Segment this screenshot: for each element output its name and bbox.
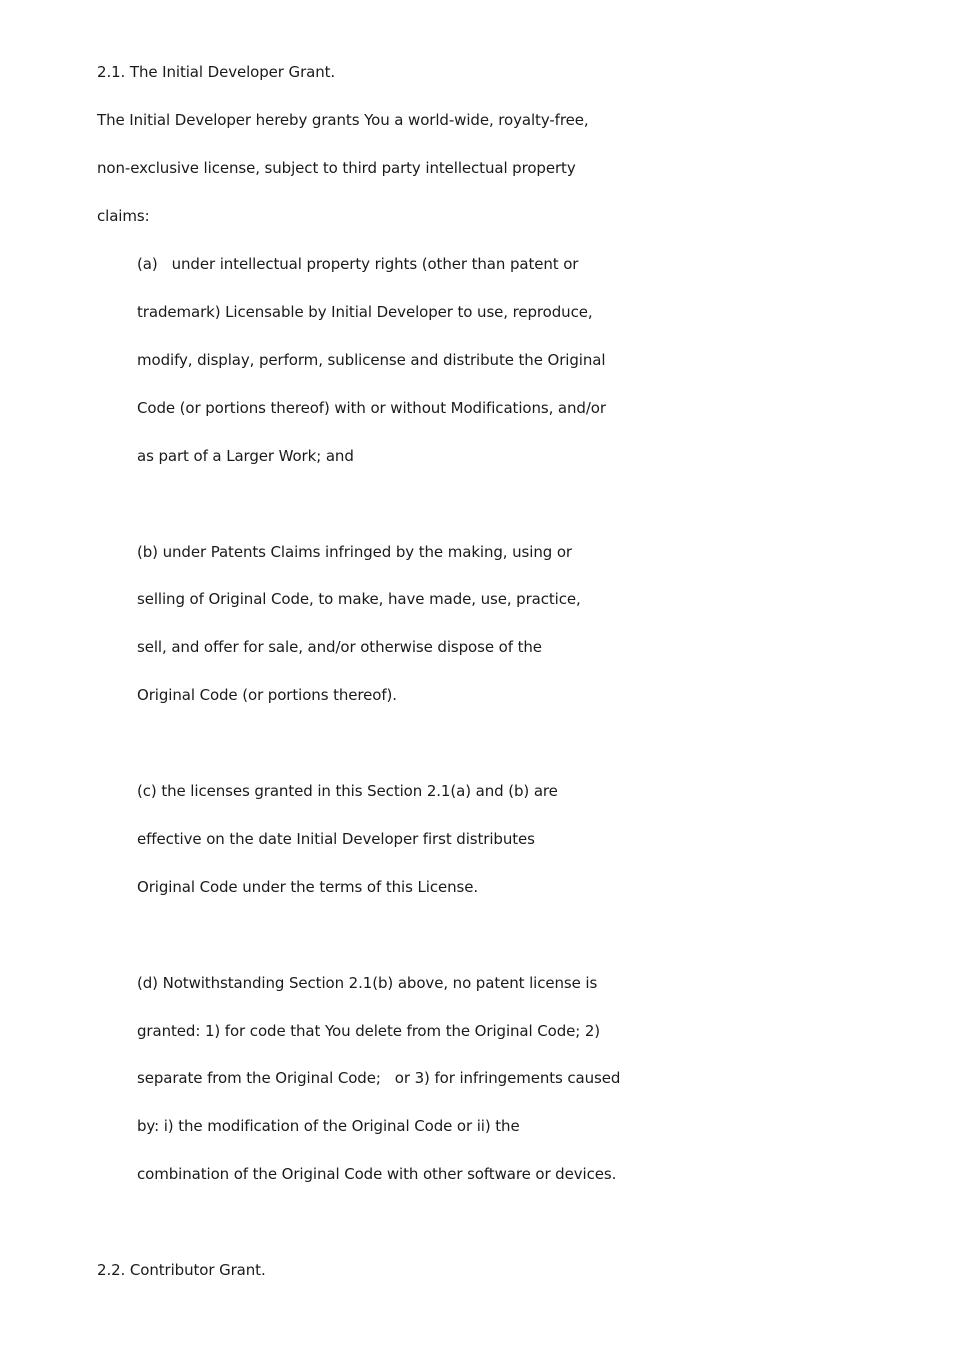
intro-line: non-exclusive license, subject to third party intellectual property	[97, 159, 576, 177]
clause-d-line: (d) Notwithstanding Section 2.1(b) above, no patent license is	[137, 974, 598, 992]
clause-a-line: trademark) Licensable by Initial Developer to use, reproduce,	[137, 303, 593, 321]
clause-b-line: (b) under Patents Claims infringed by the making, using or	[137, 543, 572, 561]
clause-a-line: (a) under intellectual property rights (other than patent or	[137, 255, 579, 273]
clause-b-line: sell, and offer for sale, and/or otherwise dispose of the	[137, 638, 542, 656]
section-2-2-heading: 2.2. Contributor Grant.	[97, 1261, 266, 1279]
clause-a-line: Code (or portions thereof) with or without Modifications, and/or	[137, 399, 606, 417]
section-2-1-heading: 2.1. The Initial Developer Grant.	[97, 63, 336, 81]
clause-a-line: modify, display, perform, sublicense and distribute the Original	[137, 351, 606, 369]
clause-d-line: combination of the Original Code with other software or devices.	[137, 1165, 617, 1183]
clause-b-line: selling of Original Code, to make, have made, use, practice,	[137, 590, 581, 608]
intro-line: The Initial Developer hereby grants You a world-wide, royalty-free,	[97, 111, 589, 129]
intro-line: claims:	[97, 207, 150, 225]
clause-c-line: Original Code under the terms of this License.	[137, 878, 479, 896]
clause-b-line: Original Code (or portions thereof).	[137, 686, 397, 704]
clause-c-line: effective on the date Initial Developer first distributes	[137, 830, 535, 848]
clause-d-line: granted: 1) for code that You delete from the Original Code; 2)	[137, 1022, 601, 1040]
clause-a-line: as part of a Larger Work; and	[137, 447, 354, 465]
clause-c-line: (c) the licenses granted in this Section 2.1(a) and (b) are	[137, 782, 558, 800]
clause-d-line: separate from the Original Code; or 3) for infringements caused	[137, 1069, 621, 1087]
clause-d-line: by: i) the modification of the Original Code or ii) the	[137, 1117, 520, 1135]
